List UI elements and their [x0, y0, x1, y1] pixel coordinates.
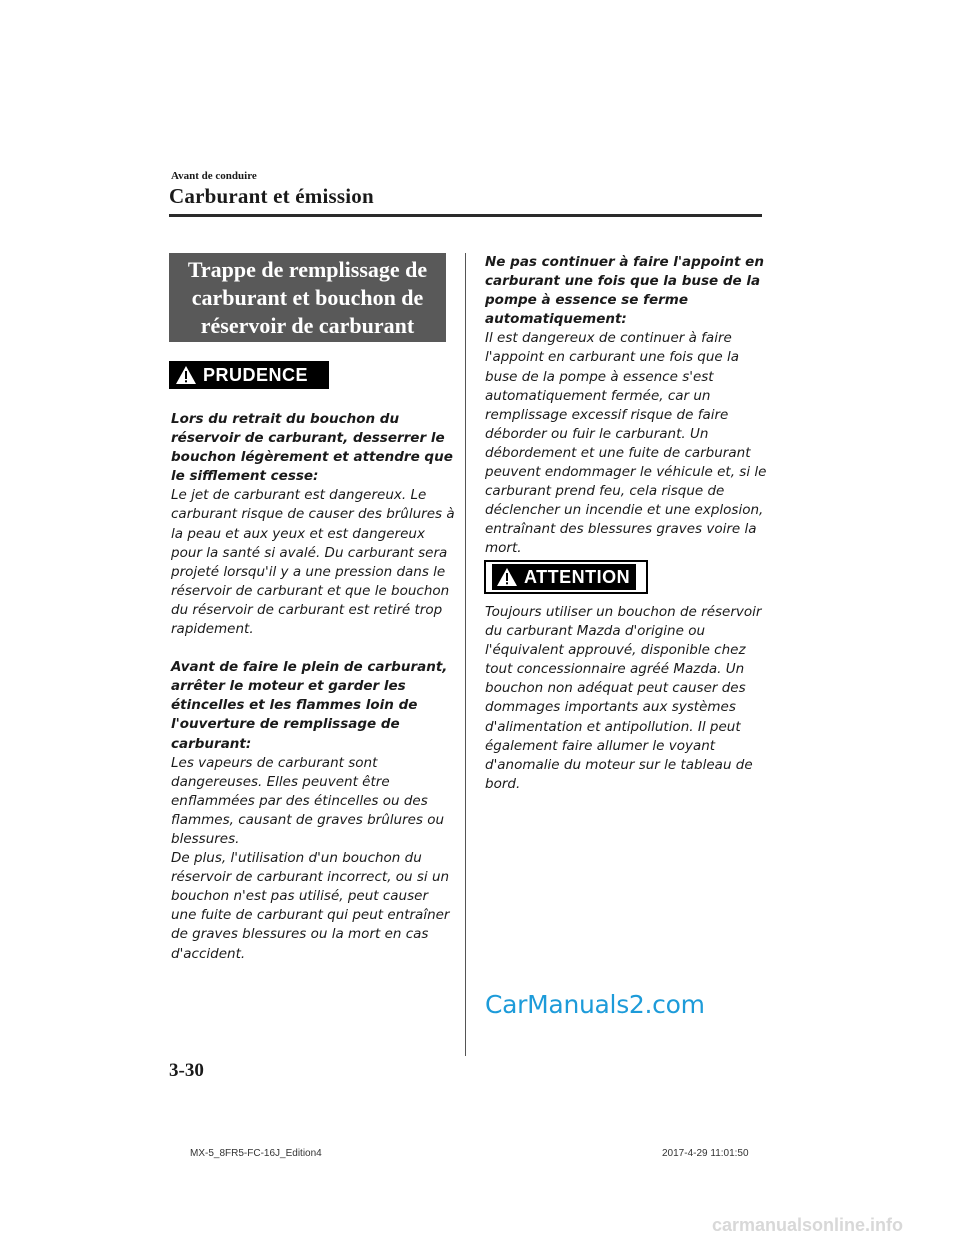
- caution-item-2-body: Les vapeurs de carburant sont dangereuses. Elles peuvent être enflammées par des étincelles ou des flammes, causant de graves brûlures ou blessures.: [171, 754, 445, 847]
- caution-item-3-body: Il est dangereux de continuer à faire l'appoint en carburant une fois que la buse de la pompe à essence s'est automatiquement fermée, car un remplissage excessif risque de faire déborder ou fuir le carburant. Un débordement et une fuite de carburant peuvent endommager le véhicule et, si le carburant prend feu, cela risque de déclencher un incendie et une explosion, entraînant des blessures graves voire la mort.: [485, 330, 767, 557]
- section-title: Trappe de remplissage de carburant et bouchon de réservoir de carburant: [187, 256, 428, 338]
- caution-left-column: [171, 410, 456, 964]
- section-title-box: [169, 253, 446, 342]
- caution-item-2-body-2: De plus, l'utilisation d'un bouchon du réservoir de carburant incorrect, ou si un bouchon n'est pas utilisé, peut causer une fuite de carburant qui peut entraîner de graves blessures ou la mort en cas d'accident.: [171, 850, 450, 962]
- attention-text: [485, 603, 770, 794]
- caution-item-2-heading: Avant de faire le plein de carburant, arrêter le moteur et garder les étincelles et les flammes loin de l'ouverture de remplissage de carburant:: [171, 659, 448, 752]
- attention-label: ATTENTION: [524, 566, 631, 587]
- warning-triangle-icon: [496, 567, 518, 587]
- watermark: CarManuals2.com: [485, 990, 705, 1019]
- caution-item-1-body: Le jet de carburant est dangereux. Le carburant risque de causer des brûlures à la peau et aux yeux et est dangereux pour la santé si avalé. Du carburant sera projeté lorsqu'il y a une pression dans le réservoir de carburant et que le bouchon du réservoir de carburant est retiré trop rapidement.: [171, 487, 455, 638]
- caution-right-column: [485, 253, 770, 559]
- caution-badge: [169, 361, 329, 389]
- caution-item-1-heading: Lors du retrait du bouchon du réservoir de carburant, desserrer le bouchon légèrement et attendre que le sifflement cesse:: [171, 411, 453, 485]
- column-divider: [465, 253, 466, 1056]
- breadcrumb: Avant de conduire: [171, 170, 257, 182]
- attention-body: Toujours utiliser un bouchon de réservoir du carburant Mazda d'origine ou l'équivalent approuvé, disponible chez tout concessionnaire agréé Mazda. Un bouchon non adéquat peut causer des dommages importants aux systèmes d'alimentation et antipollution. Il peut également faire allumer le voyant d'anomalie du moteur sur le tableau de bord.: [485, 604, 762, 792]
- page-number: 3-30: [169, 1060, 204, 1081]
- header-divider: [169, 214, 762, 217]
- attention-badge: [484, 560, 648, 594]
- footer-document-id: MX-5_8FR5-FC-16J_Edition4: [190, 1148, 322, 1159]
- caution-item-3-heading: Ne pas continuer à faire l'appoint en carburant une fois que la buse de la pompe à essence se ferme automatiquement:: [485, 254, 764, 328]
- chapter-title: Carburant et émission: [169, 184, 374, 208]
- warning-triangle-icon: [175, 365, 197, 385]
- footer-timestamp: 2017-4-29 11:01:50: [662, 1148, 749, 1159]
- footer-site-watermark: carmanualsonline.info: [712, 1215, 904, 1235]
- caution-label: PRUDENCE: [203, 364, 309, 385]
